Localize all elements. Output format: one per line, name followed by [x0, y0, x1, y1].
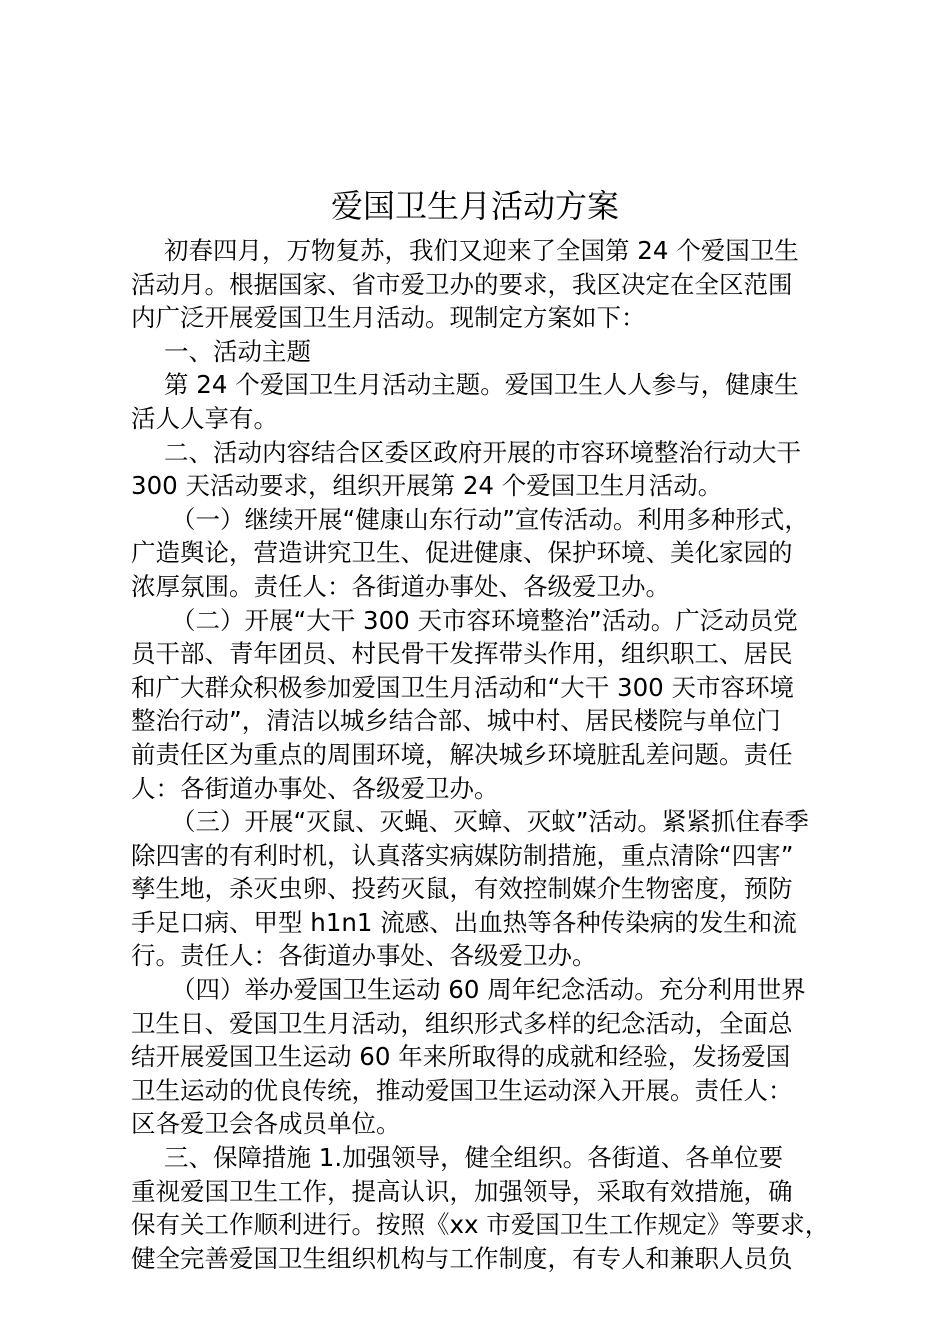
- body-line: 整治行动”，清洁以城乡结合部、城中村、居民楼院与单位门: [131, 706, 781, 736]
- body-line: 卫生日、爱国卫生月活动，组织形式多样的纪念活动，全面总: [131, 1008, 793, 1038]
- body-line: 广造舆论，营造讲究卫生、促进健康、保护环境、美化家园的: [131, 538, 793, 568]
- body-line: 300 天活动要求，组织开展第 24 个爱国卫生月活动。: [131, 471, 723, 501]
- body-line: 除四害的有利时机，认真落实病媒防制措施，重点清除“四害”: [131, 840, 794, 870]
- body-line: 活人人享有。: [131, 403, 278, 433]
- document-title: 爱国卫生月活动方案: [330, 187, 619, 225]
- body-line: 员干部、青年团员、村民骨干发挥带头作用，组织职工、居民: [131, 639, 793, 669]
- sub-item-heading: （三）开展“灭鼠、灭蝇、灭蟑、灭蚊”活动。紧紧抓住春季: [171, 807, 809, 837]
- section-heading: 三、保障措施 1.加强领导，健全组织。各街道、各单位要: [164, 1143, 784, 1173]
- body-line: 前责任区为重点的周围环境，解决城乡环境脏乱差问题。责任: [131, 739, 793, 769]
- body-line: 卫生运动的优良传统，推动爱国卫生运动深入开展。责任人：: [131, 1075, 793, 1105]
- body-line: 内广泛开展爱国卫生月活动。现制定方案如下：: [131, 303, 646, 333]
- sub-item-heading: （二）开展“大干 300 天市容环境整治”活动。广泛动员党: [171, 605, 798, 635]
- body-line: 人：各街道办事处、各级爱卫办。: [131, 773, 499, 803]
- body-line: 重视爱国卫生工作，提高认识，加强领导，采取有效措施，确: [131, 1176, 793, 1206]
- sub-item-heading: （一）继续开展“健康山东行动”宣传活动。利用多种形式，: [171, 504, 809, 534]
- body-line: 初春四月，万物复苏，我们又迎来了全国第 24 个爱国卫生: [164, 236, 799, 265]
- body-line: 活动月。根据国家、省市爱卫办的要求，我区决定在全区范围: [131, 269, 793, 299]
- body-line: 手足口病、甲型 h1n1 流感、出血热等各种传染病的发生和流: [131, 907, 797, 937]
- body-line: 健全完善爱国卫生组织机构与工作制度，有专人和兼职人员负: [131, 1243, 793, 1273]
- sub-item-heading: （四）举办爱国卫生运动 60 周年纪念活动。充分利用世界: [171, 975, 806, 1005]
- document-body: [131, 234, 831, 1275]
- body-line: 第 24 个爱国卫生月活动主题。爱国卫生人人参与，健康生: [164, 370, 799, 400]
- body-line: 区各爱卫会各成员单位。: [131, 1109, 401, 1139]
- body-line: 和广大群众积极参加爱国卫生月活动和“大干 300 天市容环境: [131, 672, 795, 702]
- body-line: 结开展爱国卫生运动 60 年来所取得的成就和经验，发扬爱国: [131, 1042, 791, 1072]
- section-heading: 一、活动主题: [164, 336, 311, 366]
- body-line: 浓厚氛围。责任人：各街道办事处、各级爱卫办。: [131, 571, 670, 601]
- body-line: 孳生地，杀灭虫卵、投药灭鼠，有效控制媒介生物密度，预防: [131, 874, 793, 904]
- body-line: 保有关工作顺利进行。按照《xx 市爱国卫生工作规定》等要求，: [131, 1210, 830, 1240]
- body-line: 行。责任人：各街道办事处、各级爱卫办。: [131, 941, 597, 971]
- section-heading: 二、活动内容结合区委区政府开展的市容环境整治行动大干: [164, 437, 801, 467]
